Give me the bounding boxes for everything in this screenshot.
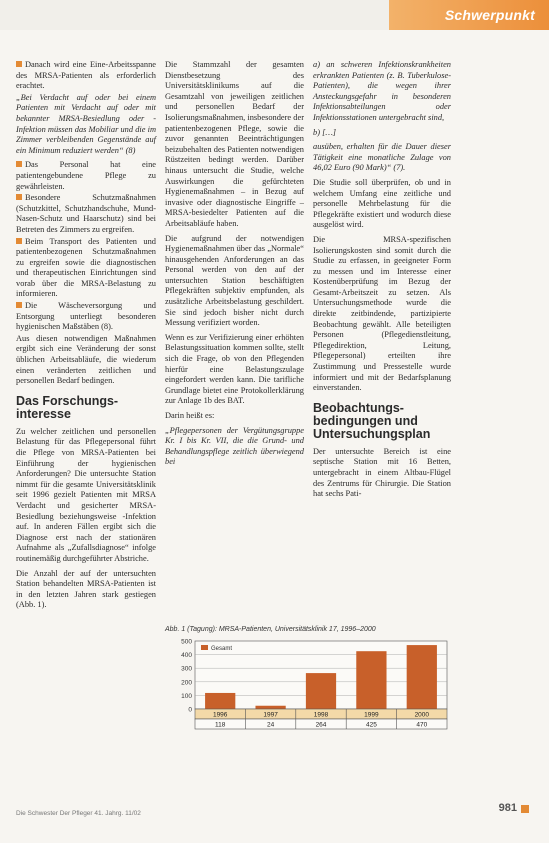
paragraph: Die Anzahl der auf der untersuchten Station behandelten MRSA-Patienten ist in den letzten Jahren stark gestiegen (Abb. 1). bbox=[16, 568, 156, 610]
quote-text: „Pflegepersonen der Vergütungsgruppe Kr. I bis Kr. VII, die die Grund- und Behandlungspflege zeitlich überwiegend bei bbox=[165, 425, 304, 467]
footer-journal: Die Schwester Der Pfleger 41. Jahrg. 11/02 bbox=[16, 810, 141, 817]
bullet-square-icon bbox=[16, 302, 22, 308]
bullet-item: Die Wäscheversorgung und Entsorgung unterliegt besonderen hygienischen Maßstäben (8). bbox=[16, 301, 156, 332]
paragraph: Die Studie soll überprüfen, ob und in welchem Umfang eine zeitliche und personelle Mehrbelastung für die Pflegekräfte existiert und wodurch diese ausgelöst wird. bbox=[313, 177, 451, 230]
bar bbox=[255, 706, 285, 709]
paragraph: Die Stammzahl der gesamten Dienstbesetzung des Universitätsklinikums auf die Gesamtzahl von jeweiligen zeitlichen und personellen Bedarf der Isolierungsmaßnahmen, insbesondere der patientenbezogenen Pflege, sowie die zuvor genannten Beeinträchtigungen beizubehalten des Patienten notwendigen Rüstzeiten bedingt werden. Darüber hinaus untersucht die Studie, welche Auswirkungen die gefürchteten Hygienemaßnahmen – in Bezug auf invasive oder diagnostische Eingriffe – MRSA-besiedelter Patienten auf die Arbeitsabläufe haben. bbox=[165, 60, 304, 228]
y-tick-label: 100 bbox=[181, 692, 192, 700]
section-heading: Beobachtungs-bedingungen und Untersuchungsplan bbox=[313, 400, 431, 441]
paragraph: Die aufgrund der notwendigen Hygienemaßnahmen über das „Normale“ hinausgehenden Anforderungen an das Personal werden von den auf der untersuchten Station beschäftigten Pflegekräften subjektiv empfunden, als zusätzliche Arbeitsbelastung geschildert. Sie sind jedoch bisher nicht durch Messung verifiziert worden. bbox=[165, 233, 304, 328]
x-tick-label: 1997 bbox=[263, 711, 278, 719]
bullet-square-icon bbox=[16, 61, 22, 67]
footer-square-icon bbox=[521, 805, 529, 813]
quote-text: b) […] bbox=[313, 127, 337, 137]
column-1 bbox=[16, 60, 156, 615]
chart-caption: Abb. 1 (Tagung): MRSA-Patienten, Universitätsklinik 17, 1996–2000 bbox=[165, 626, 376, 633]
x-tick-label: 2000 bbox=[414, 711, 430, 719]
legend-swatch bbox=[201, 645, 208, 650]
bullet-item: Besondere Schutzmaßnahmen (Schutzkittel, Schutzhandschuhe, Mund-Nasen-Schutz und Haarschutz) sind bei Betreten des Zimmers zu ergreifen. bbox=[16, 193, 156, 234]
y-tick-label: 300 bbox=[181, 665, 192, 673]
paragraph: Zu welcher zeitlichen und personellen Belastung für das Pflegepersonal führt die Pflege von MRSA-Patienten bei Einführung der hygienischen Anforderungen? Die untersuchte Station nimmt für die gesamte Universitätsklinik seit 1996 gezielt Patienten mit MRSA Verdacht und gesicherter MRSA-Besiedlung beziehungsweise -Infektion auf. In anderen Fällen ergibt sich die Diagnose erst nach der stationären Aufnahme als „Zufallsdiagnose“ infolge routinemäßig durchgeführter Abstriche. bbox=[16, 426, 156, 563]
bar bbox=[205, 693, 235, 709]
paragraph: Die MRSA-spezifischen Isolierungskosten sind somit durch die Studie zu erfassen, in geeigneter Form zu messen und im Interesse einer Kostenüberprüfung im Bezug der Gesamt-Arbeitszeit zu setzen. Als Untersuchungsmethode wurde die direkte zeitbindende, partizipierte Beobachtung gewählt. Alle beteiligten Personen (Pflegedienstleitung, Pflegedirektion, Leitung, Pflegepersonal) erteilten ihre Zustimmung und Pressestelle wurde informiert und mit der Bedarfsplanung einverstanden. bbox=[313, 234, 451, 393]
column-3 bbox=[313, 60, 451, 504]
paragraph: Darin heißt es: bbox=[165, 411, 215, 420]
x-tick-label: 1998 bbox=[313, 711, 329, 719]
y-tick-label: 500 bbox=[181, 638, 192, 646]
section-title: Schwerpunkt bbox=[444, 7, 535, 23]
section-tag bbox=[389, 0, 549, 30]
legend-label: Gesamt bbox=[211, 646, 233, 652]
bar-chart bbox=[165, 635, 455, 743]
page-number: 981 bbox=[498, 802, 517, 814]
figure-1 bbox=[165, 626, 455, 746]
y-tick-label: 0 bbox=[188, 706, 192, 714]
bullet-item: Beim Transport des Patienten und patientenbezogenen Schutzmaßnahmen zu ergreifen sowie die diagnostischen und therapeutischen Einrichtungen sind vorab über die MRSA-Belastung zu informieren. bbox=[16, 236, 156, 299]
x-tick-label: 1996 bbox=[212, 711, 228, 719]
bar bbox=[356, 651, 386, 709]
y-tick-label: 400 bbox=[181, 652, 192, 660]
paragraph: Der untersuchte Bereich ist eine septische Station mit 16 Betten, untergebracht in einem Altbau-Flügel des Zentrums für Chirurgie. Die Station hat sechs Pati- bbox=[313, 446, 451, 499]
bullet-square-icon bbox=[16, 161, 22, 167]
x-tick-label: 1999 bbox=[364, 711, 379, 719]
data-label: 470 bbox=[416, 721, 428, 729]
quote-text: „Bei Verdacht auf oder bei einem Patienten mit Verdacht auf oder mit bekannter MRSA-Besiedlung oder -Infektion müssen das Mobiliar und die im Zimmer verbleibenden Gegenstände auf ein Minimum reduziert werden“ (8) bbox=[16, 92, 156, 155]
y-tick-label: 200 bbox=[181, 679, 192, 687]
bullet-square-icon bbox=[16, 238, 22, 244]
bullet-item: Das Personal hat eine patientengebundene Pflege zu gewährleisten. bbox=[16, 160, 156, 191]
bar bbox=[407, 645, 437, 709]
quote-text: a) an schweren Infektionskrankheiten erkrankten Patienten (z. B. Tuberkulose-Patienten), die wegen ihrer Ansteckungsgefahr in besonderen Infektionsabteilungen oder Infektionsstationen untergebracht sind, bbox=[313, 60, 451, 122]
column-2 bbox=[165, 60, 304, 472]
paragraph: Wenn es zur Verifizierung einer erhöhten Belastungssituation kommen sollte, stellt sich die Frage, ob von den Pflegenden hierfür eine Belastungszulage eingefordert werden kann. Die tarifliche Grundlage bietet eine Protokollerklärung zur Anlage 1b des BAT. bbox=[165, 332, 304, 406]
quote-text: ausüben, erhalten für die Dauer dieser Tätigkeit eine monatliche Zulage von 46,02 Euro (90 Mark)“ (7). bbox=[313, 142, 451, 173]
section-heading: Das Forschungs-interesse bbox=[16, 393, 119, 421]
paragraph: Aus diesen notwendigen Maßnahmen ergibt sich eine Veränderung der sonst üblichen Arbeitsabläufe, die wiederum einen veränderten zeitlichen und personellen Bedarf bedingen. bbox=[16, 333, 156, 386]
data-label: 264 bbox=[315, 721, 327, 729]
bullet-square-icon bbox=[16, 194, 22, 200]
data-label: 24 bbox=[266, 721, 275, 729]
bullet-item: Danach wird eine Eine-Arbeitsspanne des MRSA-Patienten als erforderlich erachtet. bbox=[16, 60, 156, 91]
data-label: 118 bbox=[215, 721, 226, 729]
data-label: 425 bbox=[365, 721, 377, 729]
bar bbox=[306, 673, 336, 709]
